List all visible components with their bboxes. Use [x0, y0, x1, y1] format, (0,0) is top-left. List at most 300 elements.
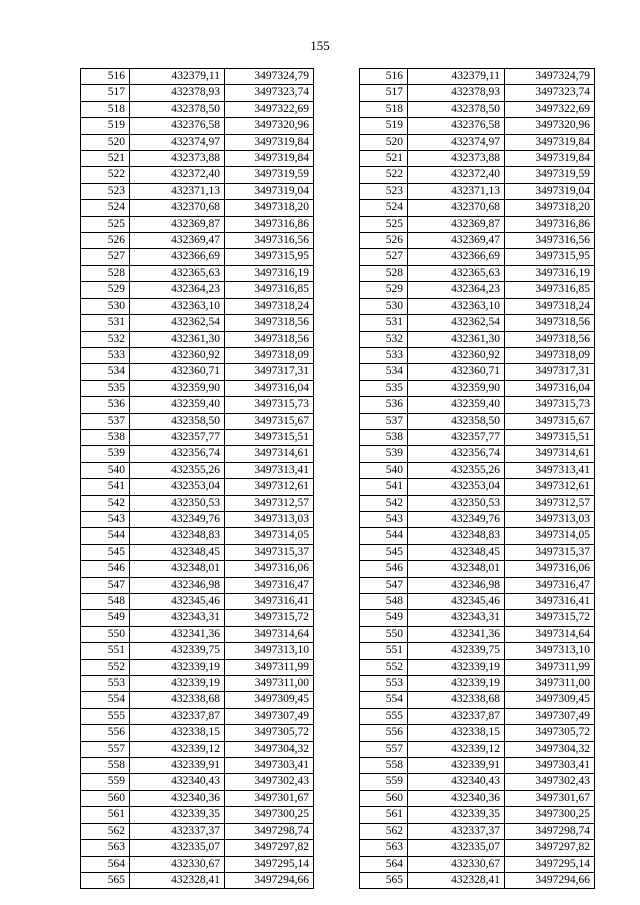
point-number: 519: [360, 118, 408, 134]
point-number: 519: [81, 118, 130, 134]
column-gap: [314, 659, 360, 675]
column-gap: [314, 643, 360, 659]
y-coordinate: 3497298,74: [225, 823, 314, 839]
y-coordinate: 3497315,67: [505, 413, 595, 429]
y-coordinate: 3497313,41: [225, 462, 314, 478]
point-number: 560: [81, 790, 130, 806]
y-coordinate: 3497314,61: [505, 446, 595, 462]
x-coordinate: 432379,11: [408, 69, 505, 85]
column-gap: [314, 511, 360, 527]
y-coordinate: 3497309,45: [505, 692, 595, 708]
x-coordinate: 432348,45: [408, 544, 505, 560]
point-number: 556: [360, 725, 408, 741]
y-coordinate: 3497313,03: [225, 511, 314, 527]
x-coordinate: 432349,76: [408, 511, 505, 527]
y-coordinate: 3497318,09: [225, 347, 314, 363]
point-number: 544: [360, 528, 408, 544]
point-number: 558: [360, 758, 408, 774]
y-coordinate: 3497303,41: [225, 758, 314, 774]
point-number: 562: [81, 823, 130, 839]
x-coordinate: 432348,45: [130, 544, 225, 560]
point-number: 548: [81, 594, 130, 610]
y-coordinate: 3497318,24: [505, 298, 595, 314]
x-coordinate: 432348,83: [130, 528, 225, 544]
point-number: 525: [360, 216, 408, 232]
column-gap: [314, 577, 360, 593]
column-gap: [314, 380, 360, 396]
point-number: 530: [360, 298, 408, 314]
y-coordinate: 3497315,67: [225, 413, 314, 429]
y-coordinate: 3497318,09: [505, 347, 595, 363]
table-row: [81, 85, 595, 101]
y-coordinate: 3497319,59: [505, 167, 595, 183]
x-coordinate: 432339,35: [408, 807, 505, 823]
x-coordinate: 432338,15: [408, 725, 505, 741]
x-coordinate: 432363,10: [408, 298, 505, 314]
x-coordinate: 432366,69: [408, 249, 505, 265]
y-coordinate: 3497312,61: [225, 479, 314, 495]
table-row: [81, 380, 595, 396]
y-coordinate: 3497315,72: [225, 610, 314, 626]
column-gap: [314, 397, 360, 413]
column-gap: [314, 265, 360, 281]
column-gap: [314, 594, 360, 610]
y-coordinate: 3497316,06: [225, 561, 314, 577]
point-number: 528: [360, 265, 408, 281]
table-row: [81, 610, 595, 626]
point-number: 556: [81, 725, 130, 741]
point-number: 543: [81, 511, 130, 527]
x-coordinate: 432340,36: [408, 790, 505, 806]
column-gap: [314, 479, 360, 495]
point-number: 548: [360, 594, 408, 610]
x-coordinate: 432348,01: [130, 561, 225, 577]
column-gap: [314, 429, 360, 445]
table-row: [81, 151, 595, 167]
column-gap: [314, 298, 360, 314]
y-coordinate: 3497315,51: [225, 429, 314, 445]
column-gap: [314, 233, 360, 249]
x-coordinate: 432339,91: [408, 758, 505, 774]
x-coordinate: 432338,15: [130, 725, 225, 741]
point-number: 539: [81, 446, 130, 462]
column-gap: [314, 151, 360, 167]
y-coordinate: 3497320,96: [225, 118, 314, 134]
column-gap: [314, 676, 360, 692]
x-coordinate: 432349,76: [130, 511, 225, 527]
x-coordinate: 432370,68: [408, 200, 505, 216]
point-number: 563: [81, 840, 130, 856]
x-coordinate: 432350,53: [130, 495, 225, 511]
x-coordinate: 432350,53: [408, 495, 505, 511]
x-coordinate: 432339,19: [408, 676, 505, 692]
column-gap: [314, 544, 360, 560]
y-coordinate: 3497316,04: [225, 380, 314, 396]
point-number: 564: [360, 856, 408, 872]
column-gap: [314, 610, 360, 626]
column-gap: [314, 758, 360, 774]
column-gap: [314, 872, 360, 888]
table-row: [81, 708, 595, 724]
x-coordinate: 432340,43: [130, 774, 225, 790]
x-coordinate: 432376,58: [130, 118, 225, 134]
x-coordinate: 432355,26: [130, 462, 225, 478]
table-row: [81, 594, 595, 610]
y-coordinate: 3497317,31: [225, 364, 314, 380]
x-coordinate: 432365,63: [408, 265, 505, 281]
x-coordinate: 432359,40: [130, 397, 225, 413]
table-row: [81, 790, 595, 806]
table-row: [81, 364, 595, 380]
point-number: 552: [360, 659, 408, 675]
point-number: 551: [81, 643, 130, 659]
table-row: [81, 692, 595, 708]
point-number: 533: [81, 347, 130, 363]
point-number: 524: [81, 200, 130, 216]
y-coordinate: 3497302,43: [225, 774, 314, 790]
x-coordinate: 432360,71: [130, 364, 225, 380]
y-coordinate: 3497316,04: [505, 380, 595, 396]
x-coordinate: 432378,50: [130, 101, 225, 117]
point-number: 533: [360, 347, 408, 363]
x-coordinate: 432365,63: [130, 265, 225, 281]
point-number: 555: [360, 708, 408, 724]
x-coordinate: 432372,40: [408, 167, 505, 183]
table-row: [81, 429, 595, 445]
table-row: [81, 118, 595, 134]
point-number: 531: [81, 315, 130, 331]
x-coordinate: 432369,47: [130, 233, 225, 249]
column-gap: [314, 249, 360, 265]
table-row: [81, 741, 595, 757]
y-coordinate: 3497313,10: [505, 643, 595, 659]
y-coordinate: 3497319,84: [505, 151, 595, 167]
point-number: 552: [81, 659, 130, 675]
point-number: 529: [81, 282, 130, 298]
y-coordinate: 3497305,72: [225, 725, 314, 741]
table-row: [81, 331, 595, 347]
x-coordinate: 432378,93: [130, 85, 225, 101]
point-number: 553: [81, 676, 130, 692]
x-coordinate: 432362,54: [130, 315, 225, 331]
x-coordinate: 432355,26: [408, 462, 505, 478]
point-number: 559: [360, 774, 408, 790]
x-coordinate: 432340,43: [408, 774, 505, 790]
x-coordinate: 432369,87: [408, 216, 505, 232]
column-gap: [314, 708, 360, 724]
point-number: 545: [360, 544, 408, 560]
point-number: 532: [81, 331, 130, 347]
page-number: 155: [310, 38, 330, 53]
y-coordinate: 3497316,85: [225, 282, 314, 298]
x-coordinate: 432330,67: [130, 856, 225, 872]
x-coordinate: 432338,68: [130, 692, 225, 708]
y-coordinate: 3497315,51: [505, 429, 595, 445]
column-gap: [314, 200, 360, 216]
x-coordinate: 432338,68: [408, 692, 505, 708]
point-number: 543: [360, 511, 408, 527]
y-coordinate: 3497315,95: [225, 249, 314, 265]
y-coordinate: 3497316,19: [505, 265, 595, 281]
column-gap: [314, 741, 360, 757]
y-coordinate: 3497305,72: [505, 725, 595, 741]
point-number: 520: [81, 134, 130, 150]
y-coordinate: 3497294,66: [225, 872, 314, 888]
y-coordinate: 3497322,69: [225, 101, 314, 117]
point-number: 534: [360, 364, 408, 380]
point-number: 535: [360, 380, 408, 396]
x-coordinate: 432359,90: [130, 380, 225, 396]
point-number: 520: [360, 134, 408, 150]
table-row: [81, 544, 595, 560]
x-coordinate: 432328,41: [408, 872, 505, 888]
column-gap: [314, 823, 360, 839]
x-coordinate: 432373,88: [408, 151, 505, 167]
table-row: [81, 626, 595, 642]
point-number: 541: [81, 479, 130, 495]
point-number: 521: [360, 151, 408, 167]
x-coordinate: 432343,31: [130, 610, 225, 626]
point-number: 522: [360, 167, 408, 183]
point-number: 555: [81, 708, 130, 724]
y-coordinate: 3497316,47: [225, 577, 314, 593]
y-coordinate: 3497300,25: [505, 807, 595, 823]
table-row: [81, 462, 595, 478]
x-coordinate: 432339,12: [408, 741, 505, 757]
point-number: 534: [81, 364, 130, 380]
point-number: 516: [81, 69, 130, 85]
column-gap: [314, 856, 360, 872]
point-number: 546: [360, 561, 408, 577]
table-row: [81, 216, 595, 232]
table-row: [81, 413, 595, 429]
column-gap: [314, 282, 360, 298]
point-number: 522: [81, 167, 130, 183]
point-number: 518: [81, 101, 130, 117]
point-number: 531: [360, 315, 408, 331]
column-gap: [314, 85, 360, 101]
table-row: [81, 101, 595, 117]
x-coordinate: 432361,30: [408, 331, 505, 347]
x-coordinate: 432337,37: [408, 823, 505, 839]
y-coordinate: 3497312,61: [505, 479, 595, 495]
y-coordinate: 3497317,31: [505, 364, 595, 380]
x-coordinate: 432348,01: [408, 561, 505, 577]
x-coordinate: 432337,87: [130, 708, 225, 724]
point-number: 545: [81, 544, 130, 560]
y-coordinate: 3497312,57: [505, 495, 595, 511]
point-number: 554: [81, 692, 130, 708]
x-coordinate: 432376,58: [408, 118, 505, 134]
y-coordinate: 3497311,00: [225, 676, 314, 692]
column-gap: [314, 118, 360, 134]
point-number: 549: [81, 610, 130, 626]
y-coordinate: 3497312,57: [225, 495, 314, 511]
table-row: [81, 347, 595, 363]
x-coordinate: 432346,98: [130, 577, 225, 593]
y-coordinate: 3497318,56: [225, 331, 314, 347]
x-coordinate: 432339,19: [130, 676, 225, 692]
y-coordinate: 3497300,25: [225, 807, 314, 823]
x-coordinate: 432339,19: [408, 659, 505, 675]
x-coordinate: 432348,83: [408, 528, 505, 544]
point-number: 539: [360, 446, 408, 462]
table-row: [81, 495, 595, 511]
table-row: [81, 511, 595, 527]
y-coordinate: 3497301,67: [505, 790, 595, 806]
column-gap: [314, 790, 360, 806]
y-coordinate: 3497295,14: [225, 856, 314, 872]
point-number: 564: [81, 856, 130, 872]
y-coordinate: 3497304,32: [225, 741, 314, 757]
x-coordinate: 432359,90: [408, 380, 505, 396]
x-coordinate: 432358,50: [408, 413, 505, 429]
y-coordinate: 3497323,74: [505, 85, 595, 101]
point-number: 553: [360, 676, 408, 692]
y-coordinate: 3497319,59: [225, 167, 314, 183]
y-coordinate: 3497315,73: [505, 397, 595, 413]
x-coordinate: 432360,92: [408, 347, 505, 363]
column-gap: [314, 134, 360, 150]
point-number: 537: [360, 413, 408, 429]
column-gap: [314, 216, 360, 232]
point-number: 554: [360, 692, 408, 708]
x-coordinate: 432345,46: [130, 594, 225, 610]
column-gap: [314, 840, 360, 856]
x-coordinate: 432358,50: [130, 413, 225, 429]
point-number: 544: [81, 528, 130, 544]
y-coordinate: 3497324,79: [225, 69, 314, 85]
x-coordinate: 432357,77: [130, 429, 225, 445]
column-gap: [314, 528, 360, 544]
y-coordinate: 3497314,64: [505, 626, 595, 642]
y-coordinate: 3497298,74: [505, 823, 595, 839]
point-number: 537: [81, 413, 130, 429]
table-row: [81, 167, 595, 183]
y-coordinate: 3497301,67: [225, 790, 314, 806]
point-number: 557: [360, 741, 408, 757]
table-row: [81, 528, 595, 544]
point-number: 549: [360, 610, 408, 626]
x-coordinate: 432378,50: [408, 101, 505, 117]
point-number: 535: [81, 380, 130, 396]
table-row: [81, 479, 595, 495]
x-coordinate: 432374,97: [408, 134, 505, 150]
table-row: [81, 134, 595, 150]
x-coordinate: 432379,11: [130, 69, 225, 85]
x-coordinate: 432335,07: [408, 840, 505, 856]
x-coordinate: 432341,36: [408, 626, 505, 642]
point-number: 524: [360, 200, 408, 216]
y-coordinate: 3497314,61: [225, 446, 314, 462]
y-coordinate: 3497315,72: [505, 610, 595, 626]
y-coordinate: 3497313,03: [505, 511, 595, 527]
table-row: [81, 872, 595, 888]
point-number: 527: [360, 249, 408, 265]
point-number: 523: [360, 183, 408, 199]
column-gap: [314, 692, 360, 708]
x-coordinate: 432339,75: [408, 643, 505, 659]
x-coordinate: 432339,19: [130, 659, 225, 675]
y-coordinate: 3497316,06: [505, 561, 595, 577]
point-number: 565: [360, 872, 408, 888]
point-number: 516: [360, 69, 408, 85]
point-number: 562: [360, 823, 408, 839]
y-coordinate: 3497315,95: [505, 249, 595, 265]
y-coordinate: 3497319,04: [505, 183, 595, 199]
x-coordinate: 432345,46: [408, 594, 505, 610]
y-coordinate: 3497318,24: [225, 298, 314, 314]
y-coordinate: 3497318,56: [505, 331, 595, 347]
column-gap: [314, 101, 360, 117]
y-coordinate: 3497318,56: [505, 315, 595, 331]
y-coordinate: 3497318,56: [225, 315, 314, 331]
y-coordinate: 3497311,99: [505, 659, 595, 675]
column-gap: [314, 462, 360, 478]
table-row: [81, 659, 595, 675]
table-row: [81, 298, 595, 314]
table-row: [81, 397, 595, 413]
table-row: [81, 758, 595, 774]
table-row: [81, 676, 595, 692]
point-number: 561: [81, 807, 130, 823]
x-coordinate: 432371,13: [130, 183, 225, 199]
y-coordinate: 3497315,37: [225, 544, 314, 560]
point-number: 550: [81, 626, 130, 642]
x-coordinate: 432335,07: [130, 840, 225, 856]
y-coordinate: 3497320,96: [505, 118, 595, 134]
table-row: [81, 69, 595, 85]
y-coordinate: 3497311,99: [225, 659, 314, 675]
table-row: [81, 446, 595, 462]
table-row: [81, 315, 595, 331]
y-coordinate: 3497316,86: [225, 216, 314, 232]
point-number: 526: [81, 233, 130, 249]
column-gap: [314, 364, 360, 380]
point-number: 563: [360, 840, 408, 856]
y-coordinate: 3497314,64: [225, 626, 314, 642]
table-row: [81, 577, 595, 593]
table-row: [81, 774, 595, 790]
point-number: 532: [360, 331, 408, 347]
x-coordinate: 432356,74: [130, 446, 225, 462]
table-row: [81, 807, 595, 823]
point-number: 536: [360, 397, 408, 413]
x-coordinate: 432339,75: [130, 643, 225, 659]
point-number: 560: [360, 790, 408, 806]
point-number: 518: [360, 101, 408, 117]
table-row: [81, 856, 595, 872]
point-number: 525: [81, 216, 130, 232]
x-coordinate: 432346,98: [408, 577, 505, 593]
column-gap: [314, 725, 360, 741]
table-row: [81, 233, 595, 249]
point-number: 540: [360, 462, 408, 478]
x-coordinate: 432372,40: [130, 167, 225, 183]
table-row: [81, 282, 595, 298]
point-number: 538: [81, 429, 130, 445]
y-coordinate: 3497315,73: [225, 397, 314, 413]
point-number: 521: [81, 151, 130, 167]
point-number: 565: [81, 872, 130, 888]
x-coordinate: 432370,68: [130, 200, 225, 216]
y-coordinate: 3497319,84: [225, 134, 314, 150]
coordinates-table: [80, 68, 595, 889]
table-row: [81, 249, 595, 265]
x-coordinate: 432357,77: [408, 429, 505, 445]
column-gap: [314, 561, 360, 577]
table-row: [81, 561, 595, 577]
